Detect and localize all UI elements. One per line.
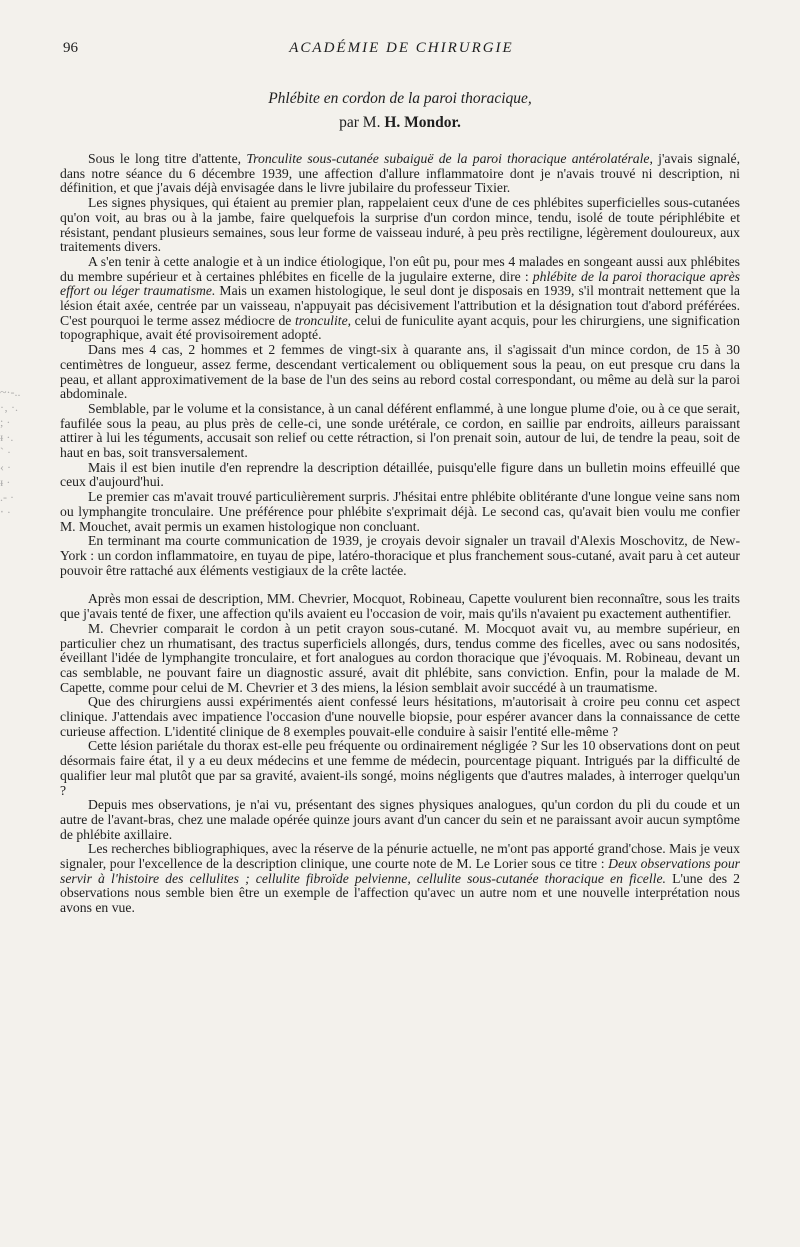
italic-text: Deux observations pour servir à l'histoire des cellulites ; cellulite fibroïde pelvienne, cellulite sous-cutanée thoracique en ficelle. <box>60 856 740 886</box>
paragraph-text: Depuis mes observations, je n'ai vu, présentant des signes physiques analogues, qu'un cordon du pli du coude et un autre de l'avant-bras, chez une malade opérée quinze jours avant d'un cancer du sein et ne paraissant avoir aucun symptôme de phlébite axillaire. <box>60 797 740 842</box>
paragraph-text: Mais un examen histologique, le seul dont je disposais en 1939, s'il montrait nettement que la lésion était axée, centrée par un vaisseau, n'appuyait pas décisivement l'attribution et la désignation tout d'abord préférées. C'est pourquoi le terme assez médiocre de <box>60 283 740 328</box>
paragraph <box>60 152 740 196</box>
paragraph <box>60 343 740 402</box>
margin-scribbles: ~·-.. ·‚ ·. ; · ᵻ ·. ` · ‹ · ᵻ · .- · ‧ · <box>0 385 21 519</box>
byline-prefix: par M. <box>339 114 385 131</box>
italic-text: tronculite <box>294 312 348 328</box>
paragraph-text: Semblable, par le volume et la consistance, à un canal déférent enflammé, à une longue plume d'oie, ou à ce que serait, faufilée sous la peau, au plus près de celle-ci, une sonde urétérale, ce cordon, en saillie par endroits, ailleurs paraissant attirer à lui les téguments, accusait son relief ou cette rétraction, si l'on prenait soin, autour de lui, de tendre la peau, soit de haut en bas, soit transversalement. <box>60 400 740 461</box>
paragraph <box>60 622 740 696</box>
paragraph-text: , celui de funiculite ayant acquis, pour les chirurgiens, une signification topographique, avait été provisoirement adopté. <box>60 312 740 343</box>
paragraph-text: Cette lésion pariétale du thorax est-elle peu fréquente ou ordinairement négligée ? Sur les 10 observations dont on peut désormais faire état, il y a eu deux médecins et une femme de médecin, pourcentage piquant. Intrigués par la difficulté de qualifier leur mal plutôt que par sa gravité, avaient-ils songé, moins négligents que d'autres malades, à interroger quelqu'un ? <box>60 738 740 798</box>
paragraph-text: Les signes physiques, qui étaient au premier plan, rappelaient ceux d'une de ces phlébites superficielles sous-cutanées qu'on voit, au bras ou à la jambe, faire quelquefois la surprise d'un cordon mince, tendu, isolé de toute périphlébite et résistant, pendant plusieurs semaines, sous leur forme de vaisseau induré, à peu près rectiligne, légèrement douloureux, aux traitements divers. <box>60 195 740 255</box>
byline-author: H. Mondor. <box>384 114 461 131</box>
paragraph-text: Mais il est bien inutile d'en reprendre la description détaillée, puisqu'elle figure dans un bulletin moins effeuillé que ceux d'aujourd'hui. <box>60 459 740 490</box>
paragraph-text: Les recherches bibliographiques, avec la réserve de la pénurie actuelle, ne m'ont pas apporté grand'chose. Mais je veux signaler, pour l'excellence de la description clinique, une courte note de M. Le Lorier sous ce titre : <box>60 841 740 872</box>
italic-text: Tronculite sous-cutanée subaiguë de la paroi thoracique antérolatérale <box>246 151 650 166</box>
paragraph-text: Dans mes 4 cas, 2 hommes et 2 femmes de vingt-six à quarante ans, il s'agissait d'un mince cordon, de 15 à 30 centimètres de longueur, assez ferme, descendant verticalement ou obliquement sous la peau, on eut presque cru dans la peau, et allant approximativement de la base de l'un des seins au rebord costal correspondant, ou même au delà sur la paroi abdominale. <box>60 342 740 402</box>
paragraph-text: Après mon essai de description, MM. Chevrier, Mocquot, Robineau, Capette voulurent bien reconnaître, sous les traits que j'avais tenté de fixer, une affection qu'ils avaient eu l'occasion de voir, mais qu'ils n'avaient pu exactement authentifier. <box>60 591 740 622</box>
paragraph <box>60 461 740 490</box>
paragraph <box>60 402 740 461</box>
paragraph <box>60 695 740 739</box>
paragraph <box>60 490 740 534</box>
paragraph <box>60 255 740 343</box>
article-title-block <box>60 90 740 132</box>
paragraph <box>60 534 740 578</box>
page-header <box>63 40 740 60</box>
paragraph <box>60 842 740 916</box>
paragraph-text: L'une des 2 observations nous semble bien être un exemple de l'affection qu'avec un autre nom et une nouvelle interprétation nous avons en vue. <box>60 870 740 916</box>
page-number: 96 <box>63 40 78 56</box>
paragraph <box>60 739 740 798</box>
paragraph-text: A s'en tenir à cette analogie et à un indice étiologique, l'on eût pu, pour mes 4 malades en songeant aussi aux phlébites du membre supérieur et à certaines phlébites en ficelle de la jugulaire externe, dire : <box>60 253 740 284</box>
paragraph <box>60 196 740 255</box>
paragraph <box>60 798 740 842</box>
paragraph-text: Sous le long titre d'attente, <box>88 151 247 166</box>
paragraph-text: M. Chevrier comparait le cordon à un petit crayon sous-cutané. M. Mocquot avait vu, au membre supérieur, en particulier chez un rhumatisant, des tractus superficiels allongés, durs, tendus comme des ficelles, avec ou sans nodosités, éveillant l'idée de lymphangite tronculaire, et fort analogues au cordon thoracique que j'évoquais. M. Robineau, devant un cas semblable, ne pouvant faire un diagnostic assuré, avait dit phlébite, sans conviction. Enfin, pour la malade de M. Capette, comme pour celui de M. Chevrier et 3 des miens, la lésion semblait avoir succédé à un traumatisme. <box>60 620 740 695</box>
paragraph-text: En terminant ma courte communication de 1939, je croyais devoir signaler un travail d'Alexis Moschovitz, de New-York : un cordon inflammatoire, en tuyau de pipe, latéro-thoracique et plus franchement sous-cutané, avait paru à cet auteur pouvoir être rattaché aux éléments vestigiaux de la crête lactée. <box>60 533 740 578</box>
byline <box>60 114 740 132</box>
paragraph-text: Le premier cas m'avait trouvé particulièrement surpris. J'hésitai entre phlébite oblitérante d'une longue veine sans nom ou lymphangite tronculaire. Une préférence pour phlébite s'exprimait déjà. Le second cas, qu'avait bien voulu me confier M. Mouchet, avait permis un examen histologique non concluant. <box>60 489 740 534</box>
article-body <box>60 152 740 916</box>
paragraph-text: , j'avais signalé, dans notre séance du 6 décembre 1939, une affection d'allure inflammatoire dont je n'avais trouvé ni description, ni définition, et que j'avais déjà envisagée dans le livre jubilaire du professeur Tixier. <box>60 151 740 196</box>
running-title: ACADÉMIE DE CHIRURGIE <box>289 40 514 56</box>
paragraph-text: Que des chirurgiens aussi expérimentés aient confessé leurs hésitations, m'autorisait à croire peu connu cet aspect clinique. J'attendais avec impatience l'occasion d'une nouvelle biopsie, pour espérer avancer dans la connaissance de cette curieuse affection. L'identité clinique de 8 exemples pouvait-elle conduire à saisir l'entité elle-même ? <box>60 694 740 739</box>
article-title: Phlébite en cordon de la paroi thoracique, <box>268 90 532 107</box>
italic-text: phlébite de la paroi thoracique après effort ou léger traumatisme. <box>60 268 740 299</box>
paragraph <box>60 592 740 621</box>
